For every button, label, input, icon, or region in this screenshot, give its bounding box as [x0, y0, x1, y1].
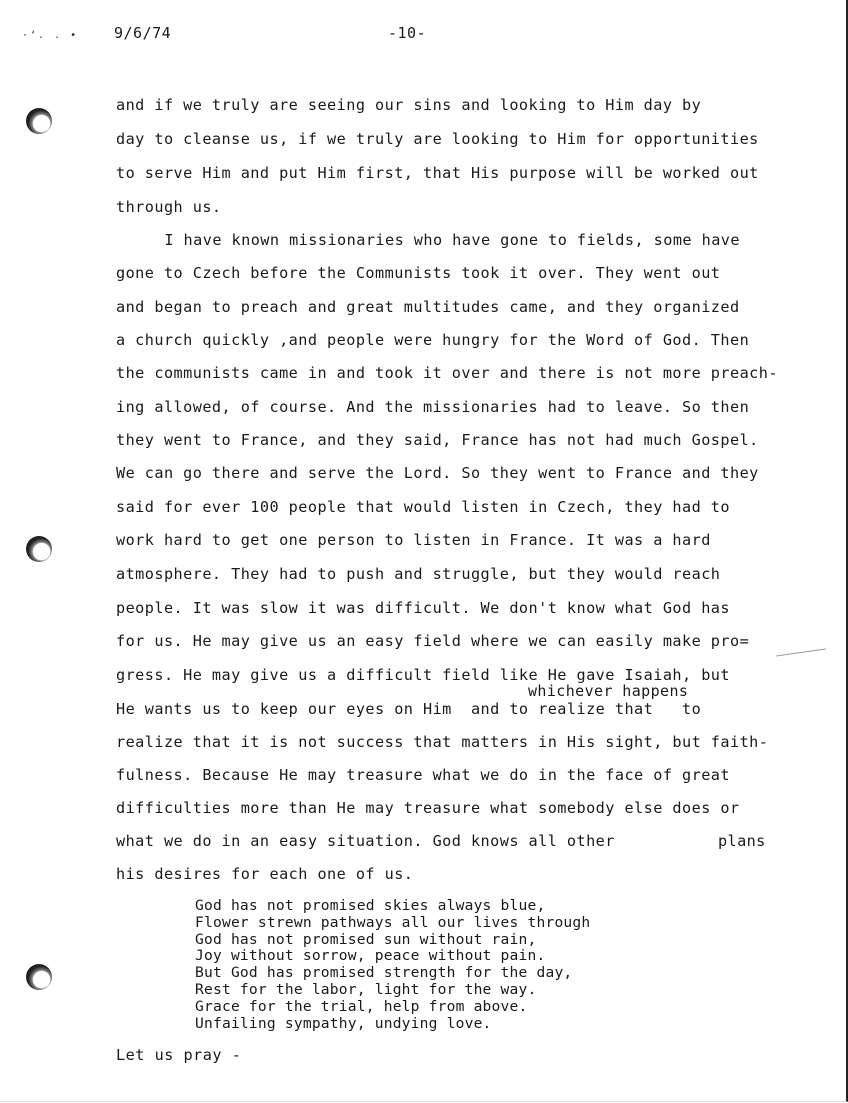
body-line: and if we truly are seeing our sins and looking to Him day by [116, 96, 702, 114]
body-line: gress. He may give us a difficult field like He gave Isaiah, but [116, 666, 730, 684]
punch-hole-icon [26, 964, 52, 990]
body-line: I have known missionaries who have gone to fields, some have [126, 231, 740, 249]
body-line: for us. He may give us an easy field where we can easily make pro= [116, 632, 750, 650]
body-line: gone to Czech before the Communists took it over. They went out [116, 264, 721, 282]
typed-insertion: whichever happens [528, 682, 689, 700]
poem-block [195, 898, 590, 1032]
poem-line: Joy without sorrow, peace without pain. [195, 947, 546, 965]
body-line: the communists came in and took it over and there is not more preach- [116, 364, 778, 382]
body-line: difficulties more than He may treasure what somebody else does or [116, 799, 740, 817]
punch-hole-icon [26, 108, 52, 134]
punch-hole-icon [26, 536, 52, 562]
body-line: realize that it is not success that matters in His sight, but faith- [116, 733, 769, 751]
body-line: and began to preach and great multitudes came, and they organized [116, 298, 740, 316]
body-line: a church quickly ,and people were hungry for the Word of God. Then [116, 331, 750, 349]
poem-line: Rest for the labor, light for the way. [195, 980, 537, 998]
body-line: people. It was slow it was difficult. We don't know what God has [116, 599, 730, 617]
body-line: to serve Him and put Him first, that His purpose will be worked out [116, 164, 759, 182]
body-line: his desires for each one of us. [116, 865, 414, 883]
poem-line: But God has promised strength for the day, [195, 964, 573, 982]
pen-mark [776, 649, 826, 657]
body-line: what we do in an easy situation. God knows all other [116, 832, 615, 850]
body-line: ing allowed, of course. And the missionaries had to leave. So then [116, 398, 750, 416]
stray-marks: ·‘. . • [22, 30, 79, 41]
poem-line: God has not promised skies always blue, [195, 897, 546, 914]
margin-insertion: plans [718, 832, 766, 850]
body-line: He wants us to keep our eyes on Him and to realize that to [116, 700, 702, 718]
body-line: work hard to get one person to listen in France. It was a hard [116, 531, 711, 549]
page-number: -10- [388, 24, 427, 42]
poem-line: God has not promised sun without rain, [195, 930, 537, 948]
body-line: said for ever 100 people that would listen in Czech, they had to [116, 498, 730, 516]
page-date: 9/6/74 [114, 24, 172, 42]
body-line: fulness. Because He may treasure what we do in the face of great [116, 766, 730, 784]
poem-line: Unfailing sympathy, undying love. [195, 1014, 492, 1032]
closing-line: Let us pray - [116, 1046, 242, 1064]
poem-line: Flower strewn pathways all our lives through [195, 913, 591, 931]
poem-line: Grace for the trial, help from above. [195, 997, 528, 1015]
body-line: atmosphere. They had to push and struggle, but they would reach [116, 565, 721, 583]
body-line: day to cleanse us, if we truly are looking to Him for opportunities [116, 130, 759, 148]
body-line: they went to France, and they said, France has not had much Gospel. [116, 431, 759, 449]
body-line: through us. [116, 198, 222, 216]
body-line: We can go there and serve the Lord. So they went to France and they [116, 464, 759, 482]
